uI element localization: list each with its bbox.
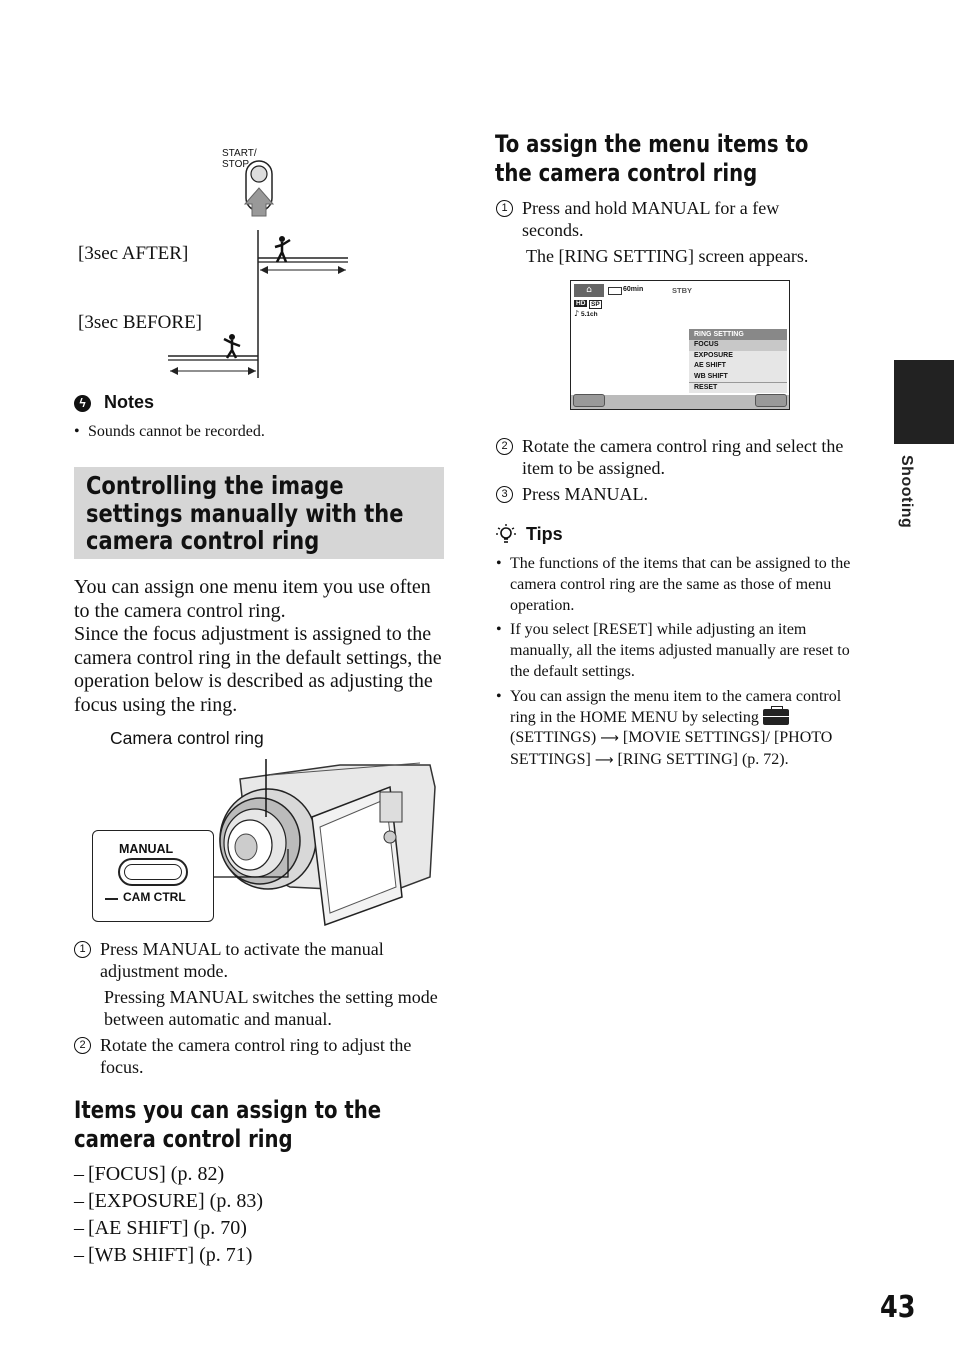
step-text: Press and hold MANUAL for a few seconds. [522,198,780,240]
home-button[interactable]: ⌂ [574,284,604,297]
right-step-2 [496,435,860,479]
step-subtext: Pressing MANUAL switches the setting mode between automatic and manual. [104,987,438,1029]
cam-ctrl-label: CAM CTRL [123,890,186,904]
golfer-before-icon [224,334,240,358]
menu-item-exposure[interactable]: EXPOSURE [694,351,733,359]
list-item: – [WB SHIFT] (p. 71) [74,1242,446,1269]
side-tab [894,360,954,444]
side-tab-label: Shooting [898,455,915,529]
manual-button-illustration [118,858,188,886]
tips-item-text: [RING SETTING] [617,751,738,769]
menu-item-reset[interactable]: RESET [689,382,787,394]
page-number: 43 [880,1290,916,1325]
bottom-left-button[interactable] [573,394,605,407]
notes-item: • Sounds cannot be recorded. [74,422,444,443]
notes-block [74,392,444,447]
after-label: [3sec AFTER] [78,243,189,264]
step-subtext: The [RING SETTING] screen appears. [526,246,809,266]
arrow-right-icon: ⟶ [600,731,619,747]
battery-icon [608,287,622,295]
left-step-2 [74,1034,446,1078]
tips-item-text: You can assign the menu item to the camera control ring in the HOME MENU by selecting [510,687,842,726]
battery-remaining: 60min [623,286,644,293]
tips-block [496,522,862,776]
right-step-3 [496,483,860,505]
items-heading: Items you can assign to the camera control ring [74,1096,382,1153]
tips-title: Tips [526,524,563,544]
step-text: Rotate the camera control ring to adjust the focus. [100,1035,412,1077]
settings-toolbox-icon [763,709,789,725]
bottom-right-button[interactable] [755,394,787,407]
timeline-diagram [160,228,360,380]
start-stop-label: START/ STOP [222,148,257,170]
hd-badge: HD [576,300,586,307]
notes-title: Notes [104,392,155,412]
step-text: Press MANUAL. [522,484,648,504]
lightbulb-icon [496,524,516,546]
arrow-right-icon: ⟶ [594,753,614,769]
assign-heading: To assign the menu items to the camera control ring [495,130,809,187]
camera-caption: Camera control ring [110,728,264,748]
notes-icon: ϟ [74,395,91,412]
right-step-1 [496,197,860,267]
step-text: Rotate the camera control ring and select the item to be assigned. [522,436,844,478]
audio-icon: ♪ [574,309,580,318]
menu-title: RING SETTING [689,329,787,340]
ring-setting-menu [689,329,787,393]
menu-item-ae-shift[interactable]: AE SHIFT [694,362,726,369]
step-number: 2 [74,1037,91,1054]
step-number: 1 [496,200,513,217]
tips-item-text: (p. 72). [741,751,789,769]
quality-badge: SP [591,301,600,308]
left-step-1 [74,938,446,1030]
tips-item: • The functions of the items that can be assigned to the camera control ring are the same as those of menu operation. [496,554,862,616]
step-number: 1 [74,941,91,958]
lcd-screen [570,280,790,410]
tips-item-text: [PHOTO SETTINGS] [510,729,833,769]
tips-item-text: [MOVIE SETTINGS]/ [622,729,770,747]
status-label: STBY [672,286,693,295]
step-number: 2 [496,438,513,455]
cam-ctrl-dash [105,898,118,900]
step-number: 3 [496,486,513,503]
section-heading: Controlling the image settings manually with the camera control ring [86,471,404,555]
start-stop-button-illustration [240,158,280,218]
tips-item [496,687,862,772]
menu-item-focus[interactable]: FOCUS [689,340,787,351]
list-item: – [FOCUS] (p. 82) [74,1161,446,1188]
intro-paragraph: You can assign one menu item you use often to the camera control ring. Since the focus adjustment is assigned to the camera control ring in the default settings, the operation below is described as adjusting the focus using the ring. [74,576,442,716]
manual-label: MANUAL [119,842,174,856]
step-text: Press MANUAL to activate the manual adjustment mode. [100,939,384,981]
list-item: – [EXPOSURE] (p. 83) [74,1188,446,1215]
before-label: [3sec BEFORE] [78,312,203,333]
list-item: – [AE SHIFT] (p. 70) [74,1215,446,1242]
menu-item-wb-shift[interactable]: WB SHIFT [694,372,728,380]
tips-item: • If you select [RESET] while adjusting an item manually, all the items adjusted manually are reset to the default settings. [496,620,862,682]
items-list [74,1161,446,1269]
tips-item-text: (SETTINGS) [510,729,597,747]
audio-label: 5.1ch [581,311,598,318]
